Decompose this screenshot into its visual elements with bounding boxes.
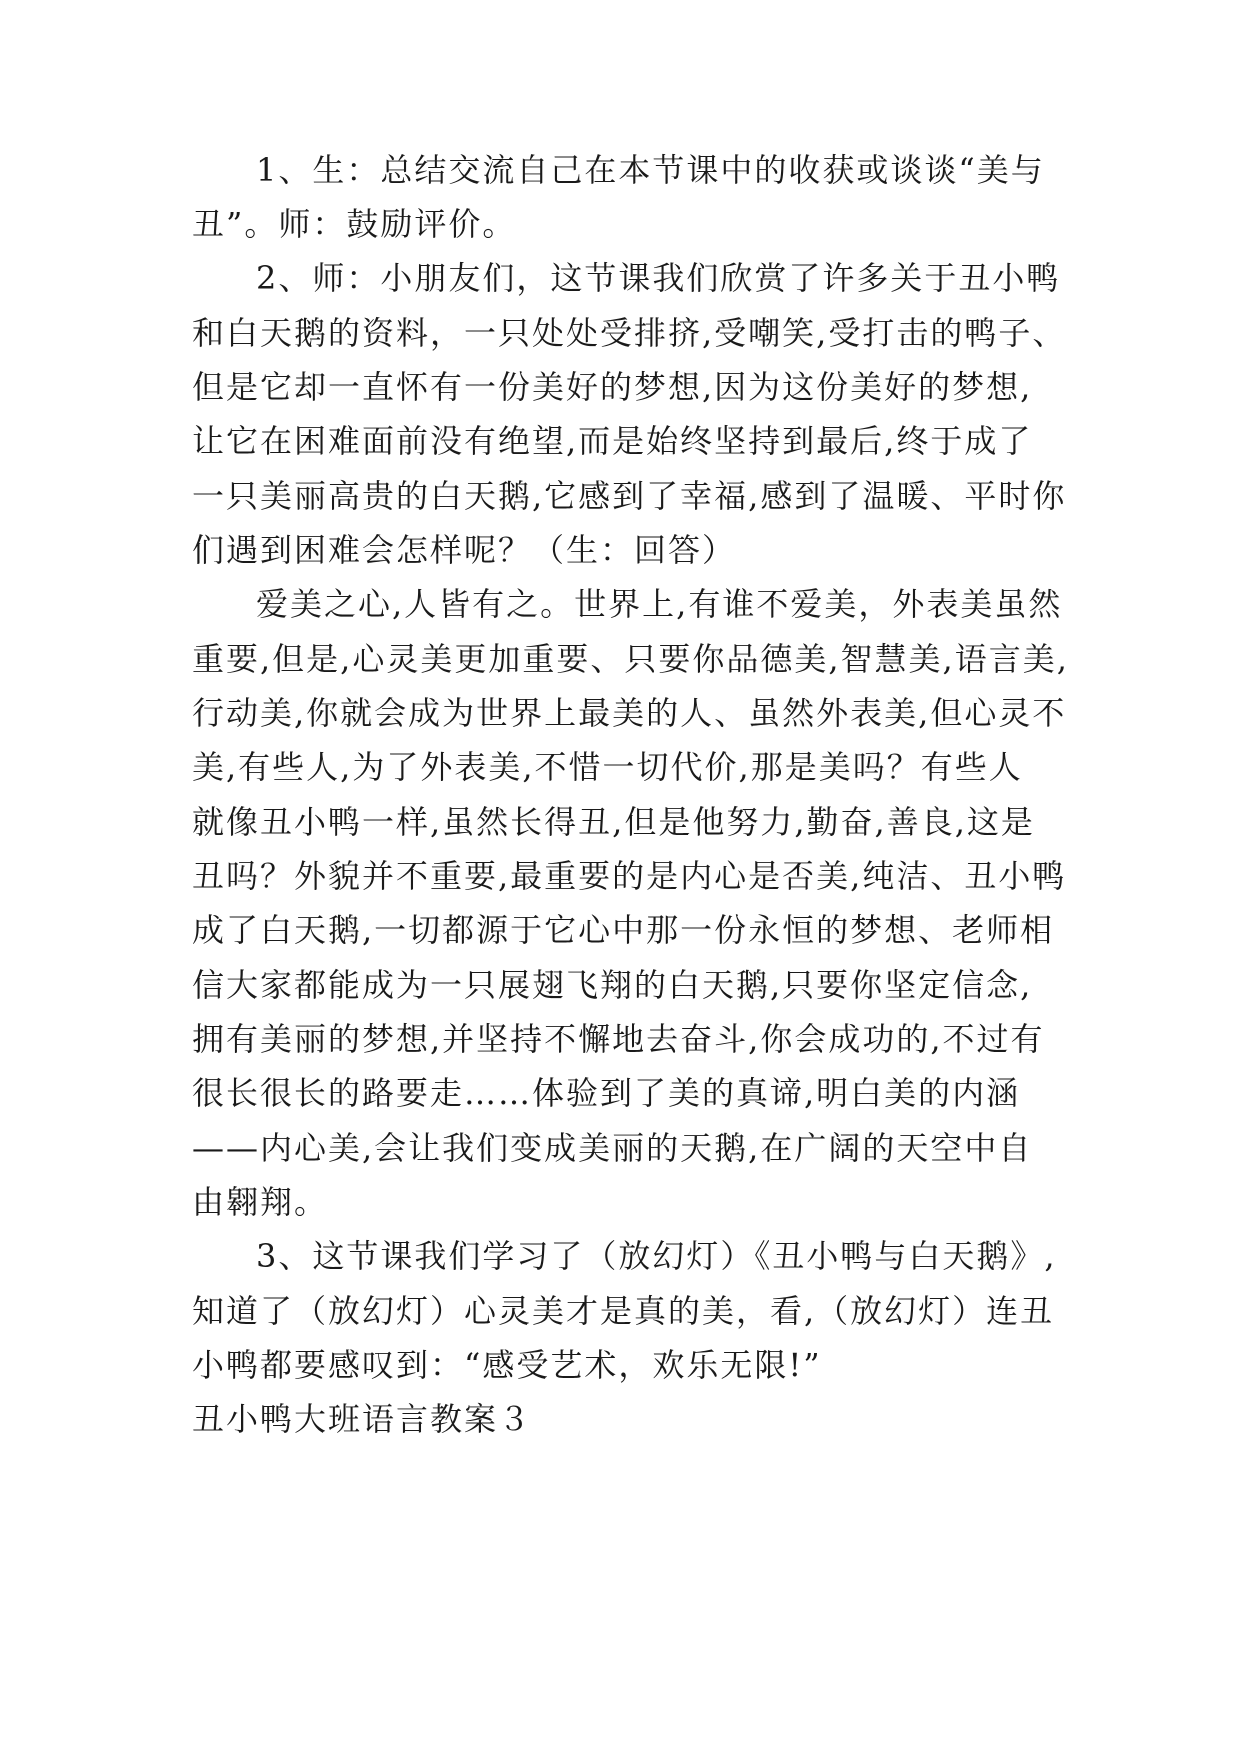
text-line: 成了白天鹅,一切都源于它心中那一份永恒的梦想、老师相 bbox=[192, 911, 1055, 949]
text-line: 让它在困难面前没有绝望,而是始终坚持到最后,终于成了 bbox=[192, 422, 1033, 460]
text-line: 但是它却一直怀有一份美好的梦想,因为这份美好的梦想, bbox=[192, 368, 1033, 406]
text-line: 一只美丽高贵的白天鹅,它感到了幸福,感到了温暖、平时你 bbox=[192, 477, 1067, 515]
text-line: 行动美,你就会成为世界上最美的人、虽然外表美,但心灵不 bbox=[192, 694, 1067, 732]
text-line: 美,有些人,为了外表美,不惜一切代价,那是美吗？有些人 bbox=[192, 748, 1023, 786]
section-heading: 丑小鸭大班语言教案３ bbox=[192, 1400, 533, 1438]
text-line: 知道了（放幻灯）心灵美才是真的美，看,（放幻灯）连丑 bbox=[192, 1292, 1055, 1330]
text-line: 丑吗？外貌并不重要,最重要的是内心是否美,纯洁、丑小鸭 bbox=[192, 857, 1067, 895]
text-line: 丑”。师：鼓励评价。 bbox=[192, 205, 517, 243]
text-line: 信大家都能成为一只展翅飞翔的白天鹅,只要你坚定信念, bbox=[192, 966, 1033, 1004]
text-line: 和白天鹅的资料，一只处处受排挤,受嘲笑,受打击的鸭子、 bbox=[192, 314, 1067, 352]
text-line: 1、生：总结交流自己在本节课中的收获或谈谈“美与 bbox=[256, 151, 1045, 189]
text-line: ——内心美,会让我们变成美丽的天鹅,在广阔的天空中自 bbox=[192, 1129, 1033, 1167]
text-line: 重要,但是,心灵美更加重要、只要你品德美,智慧美,语言美, bbox=[192, 640, 1069, 678]
text-line: 2、师：小朋友们，这节课我们欣赏了许多关于丑小鸭 bbox=[256, 259, 1061, 297]
text-line: 拥有美丽的梦想,并坚持不懈地去奋斗,你会成功的,不过有 bbox=[192, 1020, 1045, 1058]
text-line: 很长很长的路要走……体验到了美的真谛,明白美的内涵 bbox=[192, 1074, 1021, 1112]
text-line: 由翱翔。 bbox=[192, 1183, 329, 1221]
text-line: 爱美之心,人皆有之。世界上,有谁不爱美，外表美虽然 bbox=[256, 585, 1063, 623]
text-line: 们遇到困难会怎样呢？（生：回答） bbox=[192, 531, 737, 569]
text-line: 就像丑小鸭一样,虽然长得丑,但是他努力,勤奋,善良,这是 bbox=[192, 803, 1035, 841]
text-line: 小鸭都要感叹到：“感受艺术，欢乐无限!” bbox=[192, 1346, 822, 1384]
text-line: 3、这节课我们学习了（放幻灯）《丑小鸭与白天鹅》, bbox=[256, 1237, 1057, 1275]
